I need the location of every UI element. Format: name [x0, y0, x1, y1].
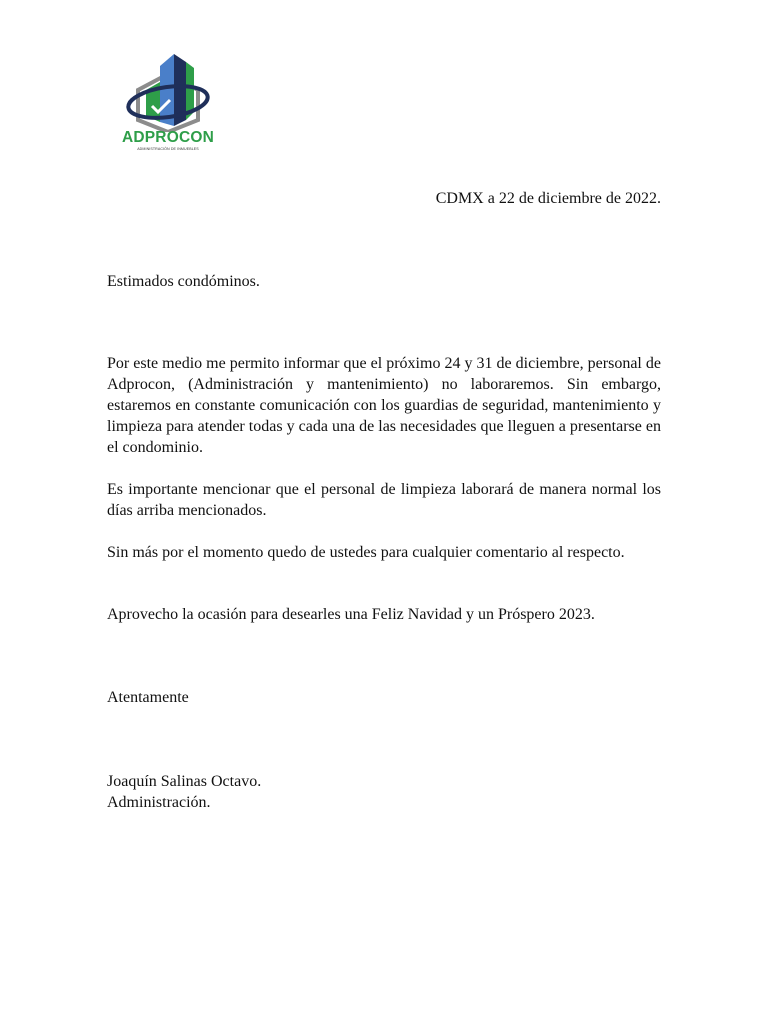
- logo-wordmark: ADPROCON: [121, 129, 215, 146]
- letter-date: CDMX a 22 de diciembre de 2022.: [435, 190, 661, 207]
- letter-paragraph: Por este medio me permito informar que el próximo 24 y 31 de diciembre, personal de Adprocon, (Administración y mantenimiento) no laboraremos. Sin embargo, estaremos en constante comunicación con los guardias de seguridad, mantenimiento y limpieza para atender todas y cada una de las necesidades que lleguen a presentarse en el condominio.: [107, 355, 661, 456]
- signature-name: Joaquín Salinas Octavo.: [107, 773, 262, 790]
- letter-paragraph: Sin más por el momento quedo de ustedes para cualquier comentario al respecto.: [107, 544, 625, 561]
- letter-paragraph: Aprovecho la ocasión para desearles una Feliz Navidad y un Próspero 2023.: [107, 606, 595, 623]
- logo-tagline: ADMINISTRACIÓN DE INMUEBLES: [137, 147, 199, 151]
- adprocon-logo: [112, 46, 224, 154]
- letter-greeting: Estimados condóminos.: [107, 273, 260, 290]
- building-icon: [126, 46, 210, 132]
- letter-paragraph: Es importante mencionar que el personal de limpieza laborará de manera normal los días arriba mencionados.: [107, 481, 661, 519]
- signature-role: Administración.: [107, 794, 211, 811]
- letter-closing: Atentamente: [107, 689, 189, 706]
